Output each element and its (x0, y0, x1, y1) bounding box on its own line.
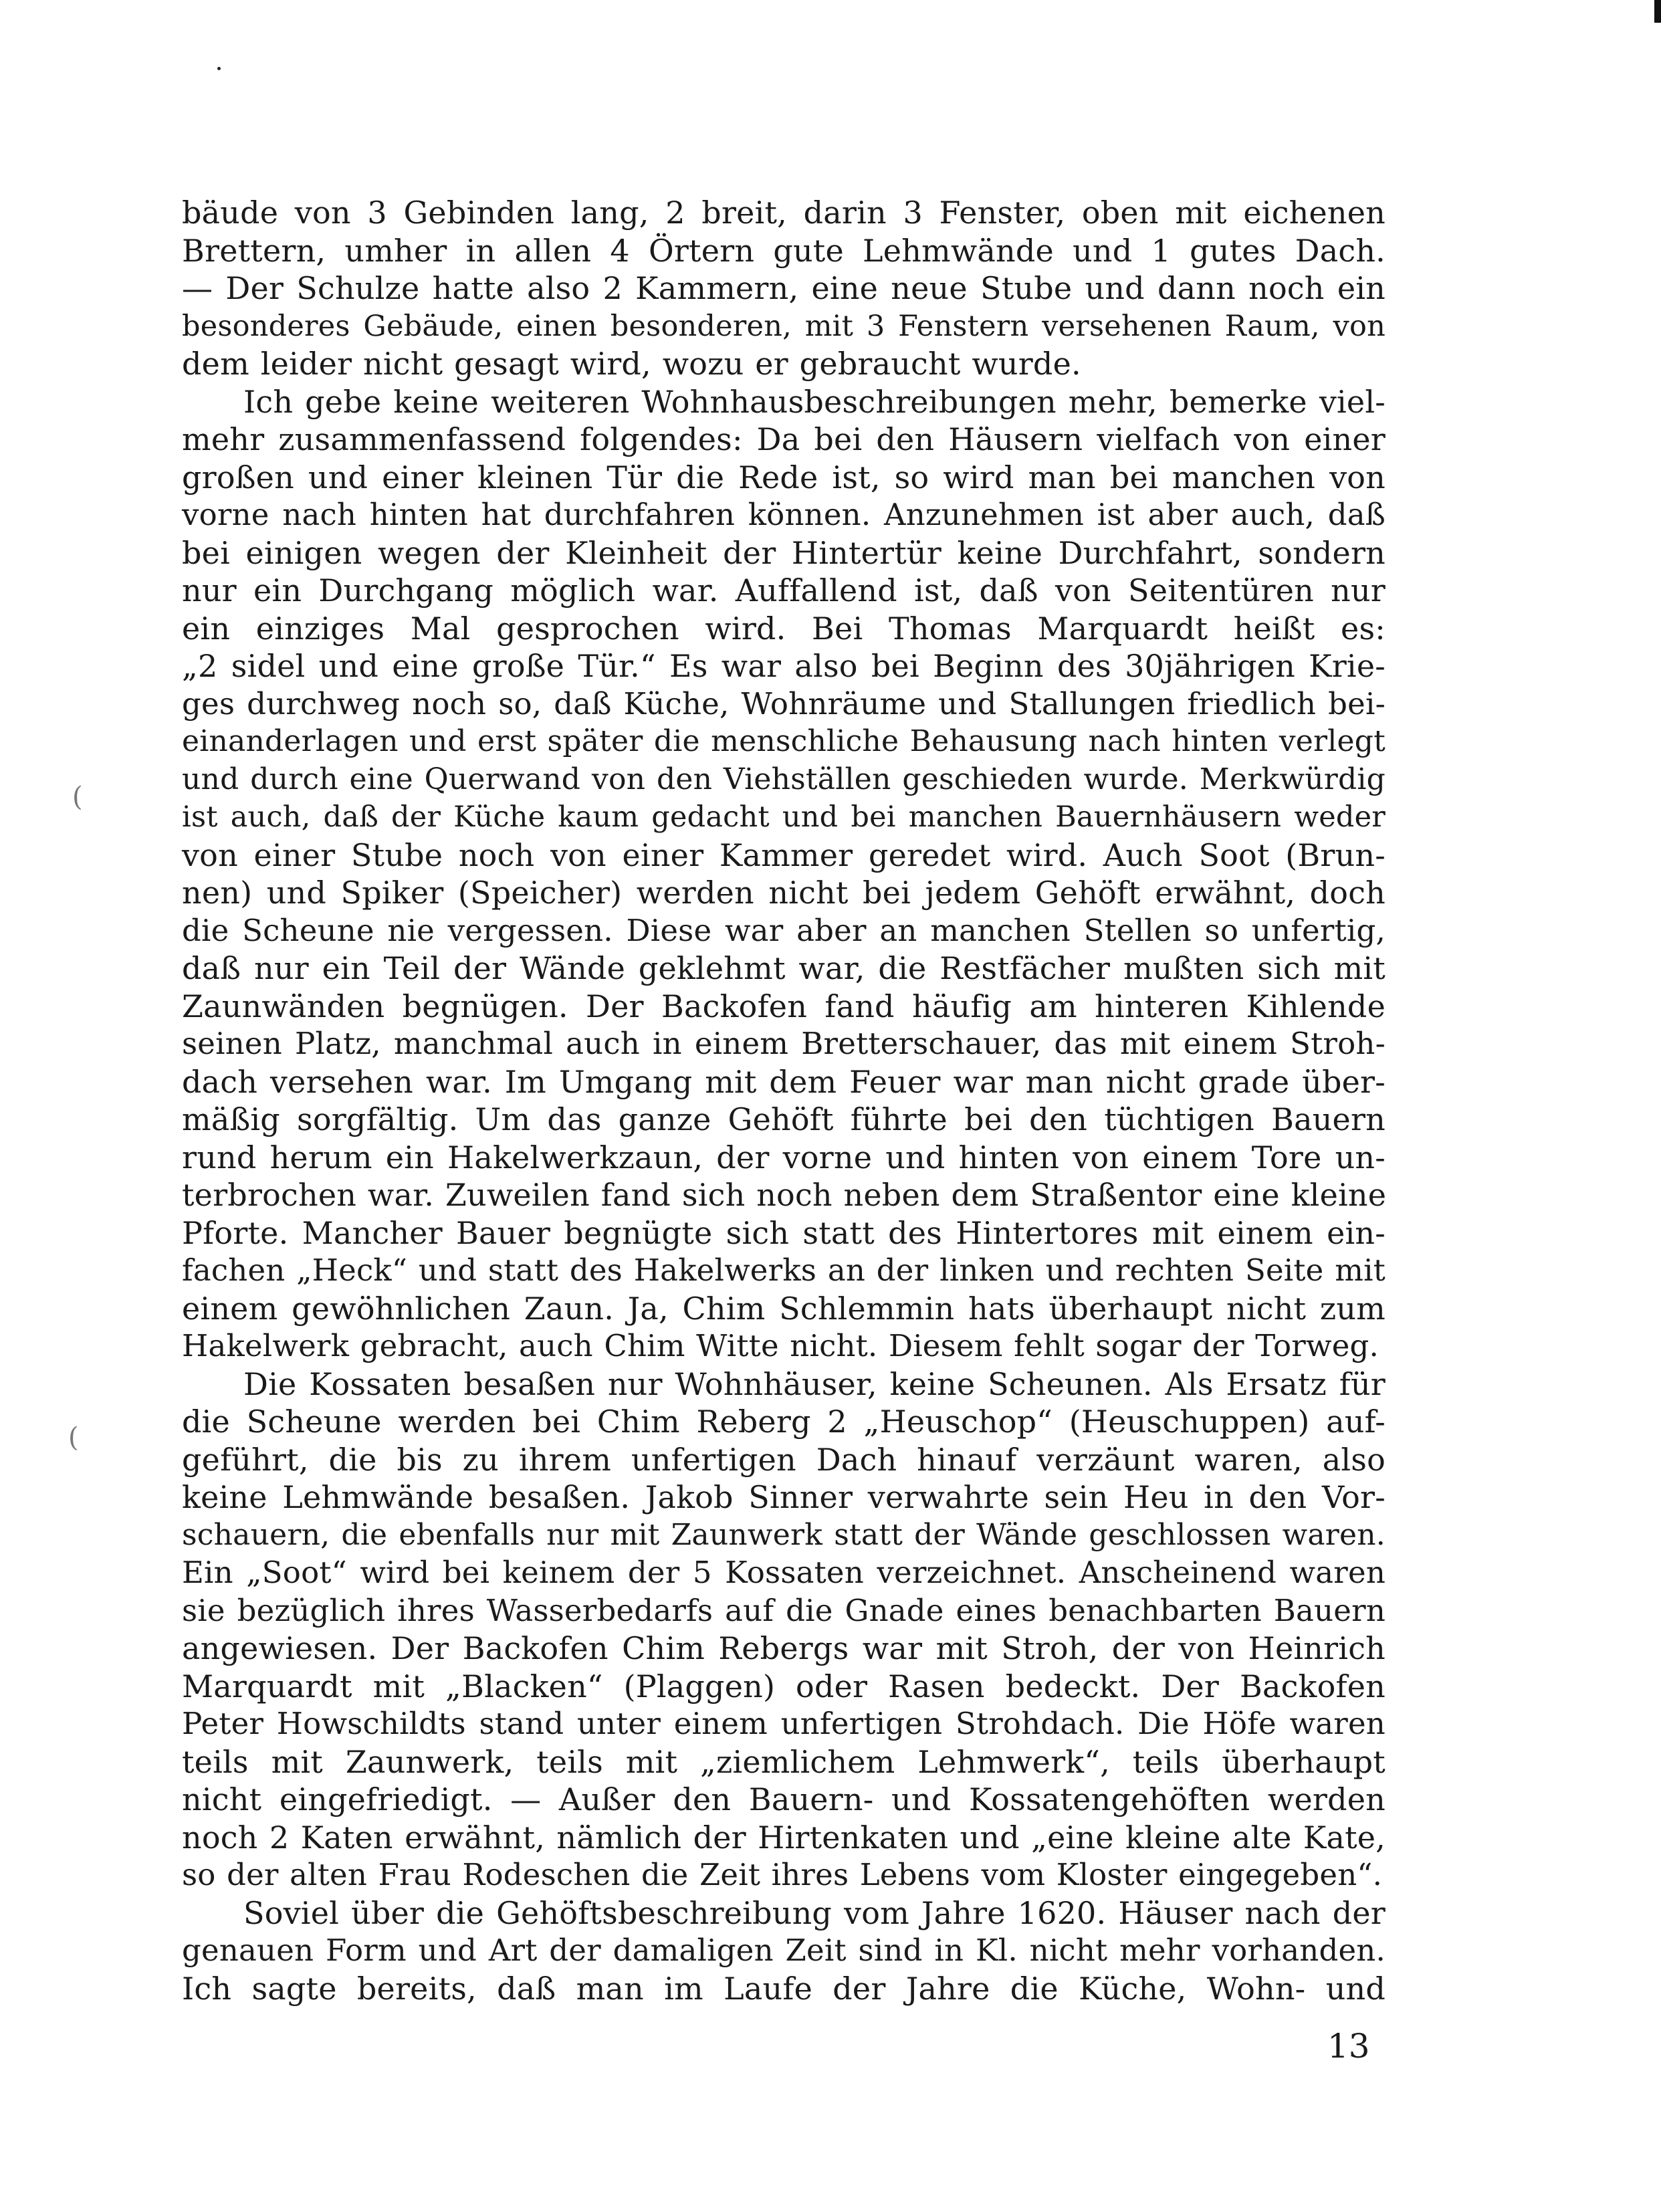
text-line: besonderes Gebäude, einen besonderen, mit 3 Fenstern versehenen Raum, von (182, 309, 1386, 343)
scan-speck (217, 67, 221, 70)
text-line: fachen „Heck“ und statt des Hakelwerks an der linken und rechten Seite mit (182, 1252, 1386, 1288)
text-line: terbrochen war. Zuweilen fand sich noch neben dem Straßentor eine kleine (182, 1177, 1387, 1213)
text-line: angewiesen. Der Backofen Chim Rebergs war mit Stroh, der von Heinrich (182, 1630, 1386, 1666)
text-line: teils mit Zaunwerk, teils mit „ziemlichem Lehmwerk“, teils überhaupt (182, 1743, 1386, 1780)
text-line: daß nur ein Teil der Wände geklehmt war, die Restfächer mußten sich mit (182, 950, 1386, 986)
text-line: einanderlagen und erst später die menschliche Behausung nach hinten verlegt (182, 724, 1386, 758)
margin-paren-mark: ( (72, 782, 83, 812)
text-line: — Der Schulze hatte also 2 Kammern, eine neue Stube und dann noch ein (182, 270, 1386, 306)
text-line: Brettern, umher in allen 4 Örtern gute Lehmwände und 1 gutes Dach. (182, 232, 1386, 269)
text-line: einem gewöhnlichen Zaun. Ja, Chim Schlemmin hats überhaupt nicht zum (182, 1290, 1386, 1327)
text-line: Pforte. Mancher Bauer begnügte sich statt des Hintertores mit einem ein- (182, 1214, 1386, 1251)
text-line: „2 sidel und eine große Tür.“ Es war also bei Beginn des 30jährigen Krie- (182, 648, 1386, 684)
body-text (182, 194, 1386, 2007)
text-line: Die Kossaten besaßen nur Wohnhäuser, keine Scheunen. Als Ersatz für (243, 1365, 1386, 1402)
text-line: noch 2 Katen erwähnt, nämlich der Hirtenkaten und „eine kleine alte Kate, (182, 1819, 1386, 1856)
text-line: Hakelwerk gebracht, auch Chim Witte nicht. Diesem fehlt sogar der Torweg. (182, 1328, 1379, 1363)
text-line: Zaunwänden begnügen. Der Backofen fand häufig am hinteren Kihlende (182, 988, 1386, 1024)
text-line: sie bezüglich ihres Wasserbedarfs auf die Gnade eines benachbarten Bauern (182, 1592, 1386, 1628)
text-line: mäßig sorgfältig. Um das ganze Gehöft führte bei den tüchtigen Bauern (182, 1101, 1386, 1137)
text-line: großen und einer kleinen Tür die Rede ist, so wird man bei manchen von (182, 459, 1386, 495)
page-number: 13 (1327, 2027, 1370, 2066)
text-line: nur ein Durchgang möglich war. Auffallend ist, daß von Seitentüren nur (182, 572, 1386, 609)
text-line: mehr zusammenfassend folgendes: Da bei den Häusern vielfach von einer (182, 421, 1386, 457)
text-line: nicht eingefriedigt. — Außer den Bauern- und Kossatengehöften werden (182, 1781, 1386, 1817)
text-line: rund herum ein Hakelwerkzaun, der vorne und hinten von einem Tore un- (182, 1139, 1386, 1176)
text-line: dach versehen war. Im Umgang mit dem Feuer war man nicht grade über- (182, 1063, 1386, 1100)
scan-edge-mark (1654, 0, 1661, 23)
text-line: dem leider nicht gesagt wird, wozu er gebraucht wurde. (182, 346, 1081, 382)
text-line: geführt, die bis zu ihrem unfertigen Dach hinauf verzäunt waren, also (182, 1441, 1386, 1478)
text-line: ein einziges Mal gesprochen wird. Bei Thomas Marquardt heißt es: (182, 610, 1386, 647)
text-line: bäude von 3 Gebinden lang, 2 breit, darin 3 Fenster, oben mit eichenen (182, 195, 1386, 231)
text-line: seinen Platz, manchmal auch in einem Bretterschauer, das mit einem Stroh- (182, 1026, 1386, 1061)
text-line: keine Lehmwände besaßen. Jakob Sinner verwahrte sein Heu in den Vor- (182, 1479, 1386, 1515)
text-line: schauern, die ebenfalls nur mit Zaunwerk statt der Wände geschlossen waren. (182, 1517, 1386, 1552)
text-line: die Scheune nie vergessen. Diese war aber an manchen Stellen so unfertig, (182, 912, 1386, 948)
margin-paren-mark: ( (68, 1422, 79, 1453)
text-line: bei einigen wegen der Kleinheit der Hintertür keine Durchfahrt, sondern (182, 534, 1386, 571)
text-line: ist auch, daß der Küche kaum gedacht und bei manchen Bauernhäusern weder (182, 800, 1386, 834)
text-line: Ich sagte bereits, daß man im Laufe der Jahre die Küche, Wohn- und (182, 1970, 1386, 2007)
text-line: so der alten Frau Rodeschen die Zeit ihres Lebens vom Kloster eingegeben“. (182, 1857, 1383, 1892)
text-line: die Scheune werden bei Chim Reberg 2 „Heuschop“ (Heuschuppen) auf- (182, 1404, 1386, 1440)
text-line: von einer Stube noch von einer Kammer geredet wird. Auch Soot (Brun- (182, 837, 1386, 873)
text-line: ges durchweg noch so, daß Küche, Wohnräume und Stallungen friedlich bei- (182, 685, 1386, 722)
text-line: Marquardt mit „Blacken“ (Plaggen) oder Rasen bedeckt. Der Backofen (182, 1668, 1386, 1704)
text-line: vorne nach hinten hat durchfahren können. Anzunehmen ist aber auch, daß (182, 497, 1386, 532)
text-line: nen) und Spiker (Speicher) werden nicht bei jedem Gehöft erwähnt, doch (182, 875, 1386, 911)
text-line: Ein „Soot“ wird bei keinem der 5 Kossaten verzeichnet. Anscheinend waren (182, 1555, 1386, 1590)
text-line: Soviel über die Gehöftsbeschreibung vom Jahre 1620. Häuser nach der (243, 1894, 1386, 1931)
text-line: genauen Form und Art der damaligen Zeit sind in Kl. nicht mehr vorhanden. (182, 1932, 1386, 1968)
text-line: Peter Howschildts stand unter einem unfertigen Strohdach. Die Höfe waren (182, 1706, 1386, 1741)
text-line: und durch eine Querwand von den Viehställen geschieden wurde. Merkwürdig (182, 762, 1386, 796)
text-line: Ich gebe keine weiteren Wohnhausbeschreibungen mehr, bemerke viel- (243, 383, 1386, 420)
